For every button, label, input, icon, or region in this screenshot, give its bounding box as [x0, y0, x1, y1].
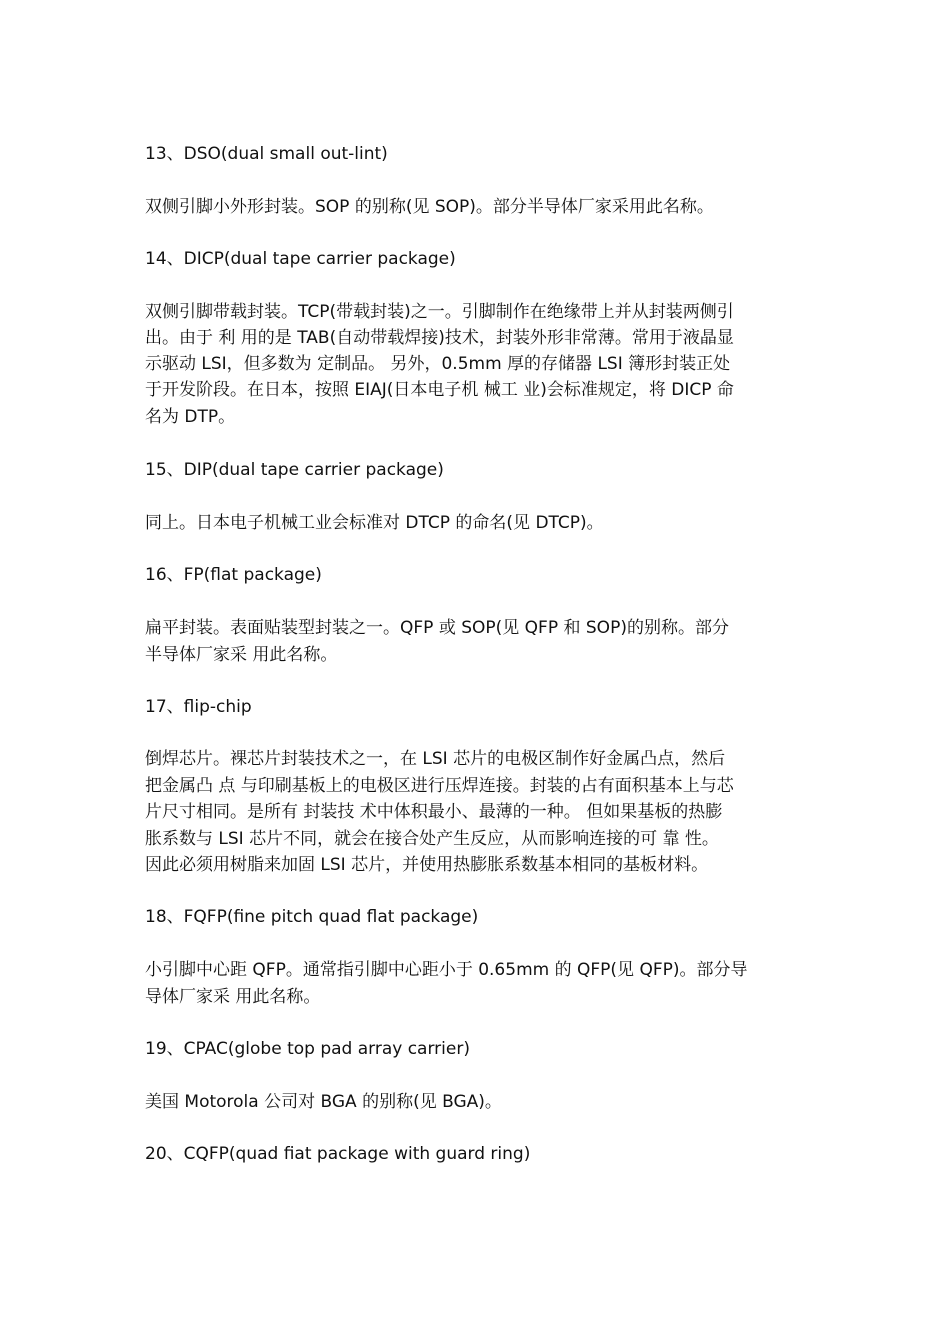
heading-17: 17、flip-chip — [145, 697, 252, 717]
paragraph-16-line: 半导体厂家采 用此名称。 — [145, 645, 338, 665]
paragraph-14-line: 出。由于 利 用的是 TAB(自动带载焊接)技术，封装外形非常薄。常用于液晶显 — [145, 328, 734, 348]
heading-16: 16、FP(flat package) — [145, 565, 322, 585]
paragraph-14-line: 示驱动 LSI，但多数为 定制品。 另外，0.5mm 厚的存储器 LSI 簿形封装正处 — [145, 354, 731, 374]
paragraph-17-line: 因此必须用树脂来加固 LSI 芯片，并使用热膨胀系数基本相同的基板材料。 — [145, 855, 709, 875]
heading-14: 14、DICP(dual tape carrier package) — [145, 249, 456, 269]
paragraph-17-line: 倒焊芯片。裸芯片封装技术之一，在 LSI 芯片的电极区制作好金属凸点，然后 — [145, 749, 726, 769]
paragraph-19-line: 美国 Motorola 公司对 BGA 的别称(见 BGA)。 — [145, 1092, 502, 1112]
heading-20: 20、CQFP(quad fiat package with guard ring) — [145, 1144, 531, 1164]
paragraph-14-line: 名为 DTP。 — [145, 407, 236, 427]
paragraph-17-line: 把金属凸 点 与印刷基板上的电极区进行压焊连接。封装的占有面积基本上与芯 — [145, 776, 734, 796]
paragraph-14-line: 双侧引脚带载封装。TCP(带载封装)之一。引脚制作在绝缘带上并从封装两侧引 — [145, 302, 734, 322]
paragraph-18-line: 小引脚中心距 QFP。通常指引脚中心距小于 0.65mm 的 QFP(见 QFP)。部分导 — [145, 960, 748, 980]
paragraph-13-line: 双侧引脚小外形封装。SOP 的别称(见 SOP)。部分半导体厂家采用此名称。 — [145, 197, 714, 217]
paragraph-16-line: 扁平封装。表面贴装型封装之一。QFP 或 SOP(见 QFP 和 SOP)的别称。部分 — [145, 618, 729, 638]
heading-15: 15、DIP(dual tape carrier package) — [145, 460, 444, 480]
heading-18: 18、FQFP(fine pitch quad flat package) — [145, 907, 479, 927]
heading-19: 19、CPAC(globe top pad array carrier) — [145, 1039, 470, 1059]
paragraph-17-line: 片尺寸相同。是所有 封装技 术中体积最小、最薄的一种。 但如果基板的热膨 — [145, 802, 723, 822]
paragraph-17-line: 胀系数与 LSI 芯片不同，就会在接合处产生反应，从而影响连接的可 靠 性。 — [145, 829, 719, 849]
paragraph-18-line: 导体厂家采 用此名称。 — [145, 987, 321, 1007]
paragraph-15-line: 同上。日本电子机械工业会标准对 DTCP 的命名(见 DTCP)。 — [145, 513, 604, 533]
paragraph-14-line: 于开发阶段。在日本，按照 EIAJ(日本电子机 械工 业)会标准规定，将 DICP 命 — [145, 380, 734, 400]
heading-13: 13、DSO(dual small out-lint) — [145, 144, 388, 164]
